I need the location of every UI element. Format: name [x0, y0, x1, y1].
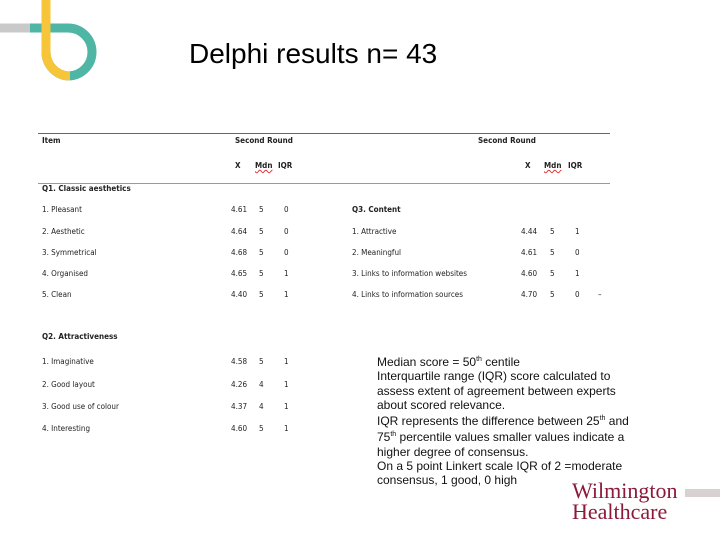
- table-cell-iqr: 1: [284, 424, 289, 433]
- table-row-label: 4. Organised: [42, 269, 88, 278]
- table-row-label: 3. Links to information websites: [352, 269, 467, 278]
- note-median: [377, 353, 647, 369]
- table-row-label: 1. Pleasant: [42, 205, 82, 214]
- subheader-x-left: X: [235, 161, 241, 170]
- brand-accent-bar: [685, 489, 720, 497]
- table-cell-x: 4.60: [231, 424, 248, 433]
- subheader-x-right: X: [525, 161, 531, 170]
- table-cell-mdn: 5: [259, 269, 264, 278]
- header-second-round-left: Second Round: [235, 136, 293, 145]
- table-cell-iqr: 0: [284, 205, 289, 214]
- subheader-iqr-right: IQR: [568, 161, 583, 170]
- note-iqr-meaning-sup2: th: [390, 431, 397, 439]
- trailing-dash-mark: –: [598, 290, 602, 299]
- table-cell-mdn: 5: [550, 290, 555, 299]
- table-top-rule: [38, 133, 610, 134]
- table-cell-x: 4.61: [521, 248, 538, 257]
- table-row-label: 2. Aesthetic: [42, 227, 85, 236]
- table-cell-iqr: 0: [284, 248, 289, 257]
- subheader-mdn-right: Mdn: [544, 161, 562, 170]
- brand-line-1: Wilmington: [572, 478, 678, 503]
- table-row-label: 4. Links to information sources: [352, 290, 463, 299]
- table-cell-x: 4.40: [231, 290, 248, 299]
- table-cell-iqr: 0: [284, 227, 289, 236]
- table-cell-iqr: 0: [575, 290, 580, 299]
- table-cell-x: 4.70: [521, 290, 538, 299]
- note-iqr-meaning-a: IQR represents the difference between 25: [377, 414, 600, 429]
- table-cell-iqr: 1: [284, 402, 289, 411]
- table-cell-x: 4.65: [231, 269, 248, 278]
- table-row-label: 1. Attractive: [352, 227, 397, 236]
- table-cell-iqr: 0: [575, 248, 580, 257]
- table-cell-x: 4.26: [231, 380, 248, 389]
- table-cell-x: 4.58: [231, 357, 248, 366]
- note-median-sup: th: [476, 356, 482, 363]
- table-row-label: 2. Good layout: [42, 380, 95, 389]
- table-cell-mdn: 5: [550, 248, 555, 257]
- table-cell-iqr: 1: [284, 269, 289, 278]
- table-cell-x: 4.37: [231, 402, 248, 411]
- table-cell-mdn: 4: [259, 380, 264, 389]
- header-second-round-right: Second Round: [478, 136, 536, 145]
- table-cell-iqr: 1: [284, 380, 289, 389]
- table-row-label: 2. Meaningful: [352, 248, 402, 257]
- logo-yellow-stem: [46, 0, 70, 76]
- table-cell-mdn: 4: [259, 402, 264, 411]
- note-likert-scale: On a 5 point Linkert scale IQR of 2 =moderate consensus, 1 good, 0 high: [377, 459, 623, 488]
- table-cell-x: 4.64: [231, 227, 248, 236]
- table-cell-mdn: 5: [259, 290, 264, 299]
- table-cell-iqr: 1: [284, 290, 289, 299]
- subheader-mdn-left: Mdn: [255, 161, 273, 170]
- table-row-label: 3. Good use of colour: [42, 402, 119, 411]
- table-cell-mdn: 5: [550, 269, 555, 278]
- table-cell-x: 4.44: [521, 227, 538, 236]
- table-cell-iqr: 1: [575, 269, 580, 278]
- section-q2-label: Q2. Attractiveness: [42, 332, 118, 341]
- table-cell-x: 4.68: [231, 248, 248, 257]
- table-cell-mdn: 5: [259, 205, 264, 214]
- table-cell-mdn: 5: [259, 424, 264, 433]
- table-cell-iqr: 1: [575, 227, 580, 236]
- note-iqr-meaning-c: percentile values smaller values indicate a higher degree of consensus.: [377, 430, 625, 459]
- wilmington-healthcare-logo: [572, 480, 677, 522]
- table-row-label: 1. Imaginative: [42, 357, 94, 366]
- brand-logo-mark: [0, 0, 110, 90]
- table-row-label: 3. Symmetrical: [42, 248, 97, 257]
- notes-text-box: [377, 353, 647, 488]
- header-item: Item: [42, 136, 61, 145]
- table-cell-mdn: 5: [259, 248, 264, 257]
- note-iqr-meaning-sup1: th: [599, 415, 606, 423]
- brand-line-2: Healthcare: [572, 499, 668, 524]
- table-cell-mdn: 5: [550, 227, 555, 236]
- note-iqr-definition: Interquartile range (IQR) score calculated to assess extent of agreement between experts about scored relevance.: [377, 369, 616, 412]
- table-cell-mdn: 5: [259, 357, 264, 366]
- table-row-label: 5. Clean: [42, 290, 72, 299]
- note-median-text: Median score = 50: [377, 355, 477, 369]
- table-cell-mdn: 5: [259, 227, 264, 236]
- table-row-label: 4. Interesting: [42, 424, 91, 433]
- table-cell-x: 4.60: [521, 269, 538, 278]
- table-cell-x: 4.61: [231, 205, 248, 214]
- note-median-tail: centile: [481, 355, 520, 369]
- table-cell-iqr: 1: [284, 357, 289, 366]
- section-q3-label: Q3. Content: [352, 205, 401, 214]
- note-iqr-meaning-b: and 75: [377, 414, 629, 445]
- slide-title: Delphi results n= 43: [189, 38, 438, 69]
- subheader-iqr-left: IQR: [278, 161, 293, 170]
- note-iqr-meaning: [377, 412, 647, 459]
- section-q1-label: Q1. Classic aesthetics: [42, 184, 131, 193]
